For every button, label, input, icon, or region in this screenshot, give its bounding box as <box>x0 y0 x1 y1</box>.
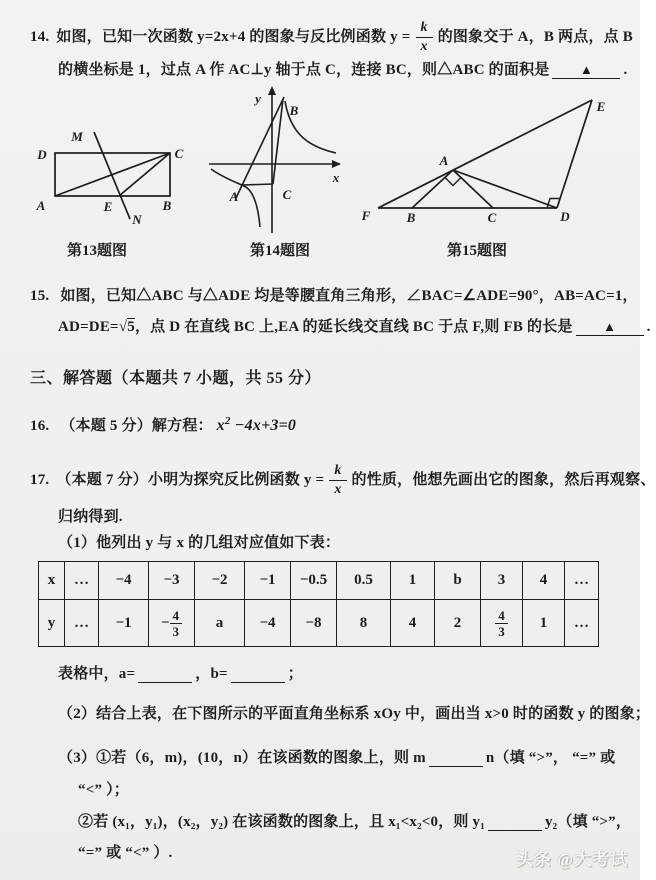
label-M: M <box>71 129 83 144</box>
segment-EC <box>119 153 170 196</box>
sqrt-sign: √ <box>118 319 128 335</box>
question-15-line-2 <box>58 317 651 337</box>
answer-blank-a <box>138 667 192 683</box>
table-cell: 3 <box>481 562 523 600</box>
label-B: B <box>289 103 299 118</box>
segment-AD <box>453 170 557 208</box>
table-cell: −1 <box>245 562 291 600</box>
table-cell: … <box>565 562 599 600</box>
table-cell: −1 <box>99 600 149 647</box>
answer-blank-b <box>231 667 285 683</box>
label-E: E <box>103 199 113 214</box>
table-cell: 1 <box>523 600 565 647</box>
question-16-line <box>30 414 296 437</box>
question-17-line-1 <box>30 455 656 505</box>
label-N: N <box>132 212 142 227</box>
question-14-text-pre: 如图，已知一次函数 y=2x+4 的图象与反比例函数 y = <box>56 28 411 45</box>
figure-13-caption: 第13题图 <box>66 243 127 259</box>
line-FE <box>378 100 592 208</box>
answer-blank-q14 <box>552 63 620 79</box>
part3b-text-post: y₂（填 “>”， <box>544 814 632 830</box>
segment-DE <box>557 100 592 208</box>
label-D: D <box>560 209 570 224</box>
question-17-part-2: （2）结合上表，在下图所示的平面直角坐标系 xOy 中，画出当 x>0 时的函数 y 的图象； <box>58 706 651 722</box>
fraction-4-3: 4 3 <box>495 609 508 638</box>
table-cell: 4 <box>523 562 565 600</box>
xy-values-table <box>38 561 599 647</box>
table-cell: 1 <box>391 562 435 600</box>
sqrt-value: 5 <box>127 319 135 335</box>
table-cell: … <box>65 600 99 647</box>
segment-AC <box>243 184 273 185</box>
question-16-text: （本题 5 分）解方程： <box>60 418 213 434</box>
question-17-text-post: 的性质，他想先画出它的图象，然后再观察、 <box>351 471 656 488</box>
figure-15-triangle-diagram <box>350 85 640 235</box>
label-A: A <box>229 189 239 204</box>
table-cell: −4 <box>99 562 149 600</box>
label-C: C <box>282 187 292 202</box>
question-17-number: 17. <box>30 471 50 488</box>
question-15-text-pre: AD=DE= <box>58 319 119 335</box>
part3b-text-pre: ②若 (x₁，y₁)，(x₂，y₂) 在该函数的图象上，且 x₁<x₂<0，则 y₁ <box>78 814 485 830</box>
fraction-numerator: k <box>416 21 433 38</box>
question-14-text-post: 的图象交于 A，B 两点，点 B <box>437 28 634 45</box>
fraction-sign: − <box>160 614 170 631</box>
watermark-toutiao: 头条 @大考试 <box>516 850 629 869</box>
equation-base: x <box>216 417 225 434</box>
label-C: C <box>487 210 497 225</box>
table-row-y <box>39 600 599 647</box>
question-17-part-3-line-1 <box>58 748 615 768</box>
table-cell: 8 <box>337 600 391 647</box>
triangle-placeholder: ▲ <box>603 319 617 334</box>
table-cell-fraction <box>149 600 195 647</box>
table-cell: x <box>39 562 65 600</box>
label-A: A <box>36 198 46 213</box>
question-15-period: . <box>646 319 651 335</box>
fraction-k-over-x <box>416 21 433 54</box>
answer-blank-q15 <box>576 320 644 336</box>
equation-rest: −4x+3=0 <box>230 417 297 434</box>
table-cell: 4 <box>391 600 435 647</box>
table-cell: −3 <box>149 562 195 600</box>
x-axis-arrow <box>332 160 341 168</box>
table-cell: 0.5 <box>337 562 391 600</box>
question-17-part-1: （1）他列出 y 与 x 的几组对应值如下表： <box>58 535 341 551</box>
table-cell: … <box>565 600 599 647</box>
question-17-part-3-line-2: “<” ）； <box>78 782 129 798</box>
figure-14-hyperbola-diagram <box>195 85 350 235</box>
section-3-header: 三、解答题（本题共 7 小题，共 55 分） <box>30 370 322 387</box>
label-B: B <box>162 198 172 213</box>
label-A: A <box>439 153 449 168</box>
label-x-axis: x <box>332 170 340 185</box>
label-y-axis: y <box>255 91 261 106</box>
part3-text-post: n（填 “>”， “=” 或 <box>485 750 616 766</box>
table-cell: 2 <box>435 600 481 647</box>
table-row-x <box>39 562 599 600</box>
table-cell: −8 <box>291 600 337 647</box>
ab-text-end: ； <box>287 666 303 682</box>
figure-15-caption: 第15题图 <box>446 243 507 259</box>
figure-13-rectangle-diagram <box>15 96 205 236</box>
question-17-text-pre: （本题 7 分）小明为探究反比例函数 y = <box>56 471 325 488</box>
table-cell: b <box>435 562 481 600</box>
question-15-text: 如图，已知△ABC 与△ADE 均是等腰直角三角形，∠BAC=∠ADE=90°，AB=AC=1， <box>60 288 638 304</box>
part3-text-pre: （3）①若（6，m)，(10，n）在该函数的图象上，则 m <box>58 750 426 766</box>
fraction-denominator: x <box>334 481 342 497</box>
y-axis-arrow <box>268 86 276 95</box>
question-14-line-1 <box>30 13 633 61</box>
triangle-placeholder: ▲ <box>579 62 594 77</box>
table-cell: −2 <box>195 562 245 600</box>
label-F: F <box>361 208 371 223</box>
question-14-line-2 <box>58 60 627 80</box>
question-17-part-3b-line-1 <box>78 812 631 832</box>
table-cell: −0.5 <box>291 562 337 600</box>
answer-blank-mn <box>429 751 483 767</box>
table-cell: … <box>65 562 99 600</box>
table-cell: a <box>195 600 245 647</box>
question-15-text-mid: ，点 D 在直线 BC 上,EA 的延长线交直线 BC 于点 F,则 FB 的长是 <box>134 319 573 335</box>
fraction-denominator: x <box>420 38 428 54</box>
label-B: B <box>406 210 416 225</box>
question-14-period: . <box>623 62 628 78</box>
fraction-numerator: k <box>329 464 346 481</box>
question-15-number: 15. <box>30 288 50 304</box>
answer-blank-y1y2 <box>488 815 542 831</box>
question-14-text: 的横坐标是 1，过点 A 作 AC⊥y 轴于点 C，连接 BC，则△ABC 的面积是 <box>58 62 550 78</box>
label-D: D <box>37 147 47 162</box>
segment-AC <box>453 170 493 208</box>
label-C: C <box>174 146 184 161</box>
ab-text-pre: 表格中，a= <box>58 666 136 682</box>
table-cell-fraction <box>481 600 523 647</box>
question-17-part-3b-line-2: “=” 或 “<” ）. <box>78 845 173 861</box>
segment-BC <box>273 99 283 184</box>
question-15-line-1 <box>30 286 638 306</box>
question-17-ab-line <box>58 664 303 684</box>
right-angle-mark-A <box>445 178 461 186</box>
segment-AB <box>412 170 453 208</box>
ab-text-mid: ，b= <box>195 666 228 682</box>
equation-exponent: 2 <box>224 415 231 427</box>
label-E: E <box>596 99 606 114</box>
figure-14-caption: 第14题图 <box>249 243 310 259</box>
question-16-number: 16. <box>30 418 50 434</box>
table-cell: −4 <box>245 600 291 647</box>
question-17-line-2: 归纳得到. <box>58 509 123 525</box>
fraction-k-over-x <box>329 464 346 497</box>
table-cell: y <box>39 600 65 647</box>
fraction-neg-4-3: $\frac{4}{3}$ <box>170 609 183 638</box>
question-14-number: 14. <box>30 28 50 45</box>
